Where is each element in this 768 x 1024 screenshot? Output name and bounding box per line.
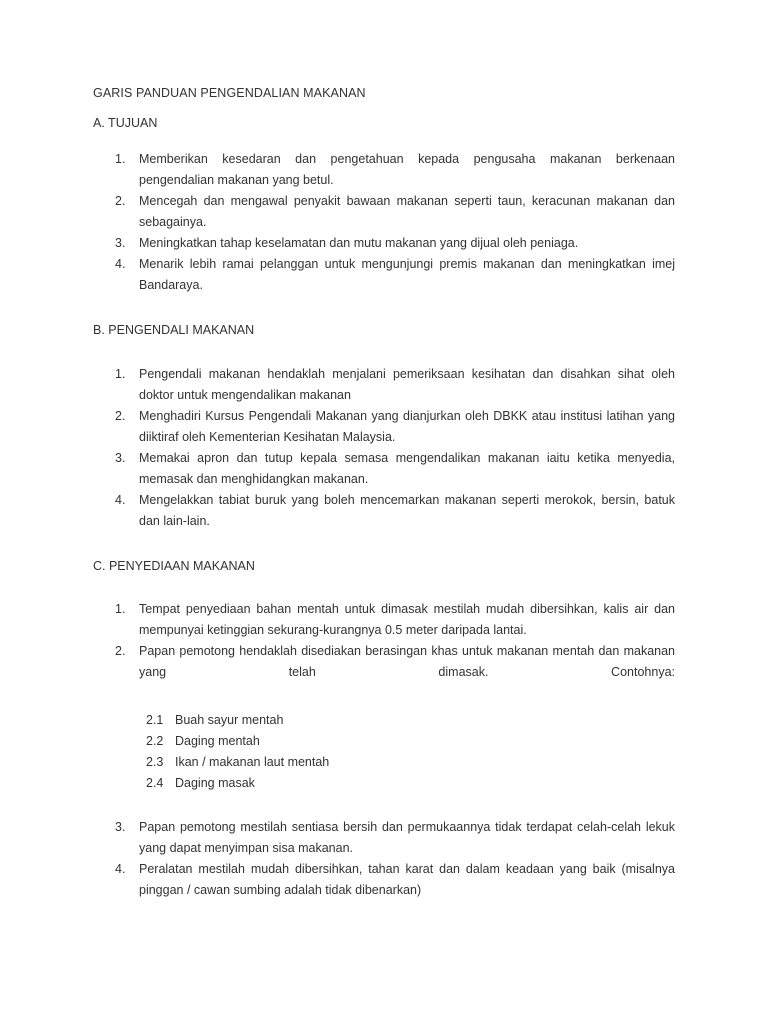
subitem-number: 2.3	[146, 755, 164, 769]
subitem-text: Daging masak	[175, 776, 255, 790]
item-number: 1.	[115, 152, 126, 166]
list-item	[93, 364, 675, 406]
sublist-item	[146, 773, 329, 794]
subitem-number: 2.2	[146, 734, 164, 748]
list-item	[93, 233, 675, 254]
pengendali-list	[93, 364, 675, 532]
section-heading-pengendali-makanan: B. PENGENDALI MAKANAN	[93, 323, 255, 337]
subitem-text: Daging mentah	[175, 734, 260, 748]
item-text: Meningkatkan tahap keselamatan dan mutu makanan yang dijual oleh peniaga.	[139, 236, 579, 250]
item-text: Tempat penyediaan bahan mentah untuk dimasak mestilah mudah dibersihkan, kalis air dan mempunyai ketinggian sekurang-kurangnya 0.5 meter daripada lantai.	[139, 602, 675, 637]
item-number: 2.	[115, 644, 126, 658]
penyediaan-list	[93, 599, 675, 683]
subitem-number: 2.4	[146, 776, 164, 790]
item-text: Menghadiri Kursus Pengendali Makanan yang dianjurkan oleh DBKK atau institusi latihan yang diiktiraf oleh Kementerian Kesihatan Malaysia.	[139, 409, 675, 444]
item-text: Peralatan mestilah mudah dibersihkan, tahan karat dan dalam keadaan yang baik (misalnya pinggan / cawan sumbing adalah tidak dibenarkan)	[139, 862, 675, 897]
item-text: Mencegah dan mengawal penyakit bawaan makanan seperti taun, keracunan makanan dan sebagainya.	[139, 194, 675, 229]
item-number: 4.	[115, 493, 126, 507]
item-number: 2.	[115, 409, 126, 423]
section-heading-tujuan: A. TUJUAN	[93, 116, 158, 130]
item-number: 1.	[115, 367, 126, 381]
item-number: 1.	[115, 602, 126, 616]
contoh-sublist	[146, 710, 329, 794]
item-number: 3.	[115, 820, 126, 834]
list-item	[93, 448, 675, 490]
list-item	[93, 859, 675, 901]
list-item	[93, 817, 675, 859]
list-item	[93, 191, 675, 233]
tujuan-list	[93, 149, 675, 296]
list-item	[93, 490, 675, 532]
subitem-text: Buah sayur mentah	[175, 713, 284, 727]
item-text: Papan pemotong mestilah sentiasa bersih dan permukaannya tidak terdapat celah-celah lekuk yang dapat menyimpan sisa makanan.	[139, 820, 675, 855]
item-number: 4.	[115, 257, 126, 271]
item-text: Papan pemotong hendaklah disediakan berasingan khas untuk makanan mentah dan makanan yang telah dimasak. Contohnya:	[139, 644, 675, 679]
item-number: 3.	[115, 236, 126, 250]
list-item	[93, 406, 675, 448]
section-heading-penyediaan-makanan: C. PENYEDIAAN MAKANAN	[93, 559, 255, 573]
subitem-number: 2.1	[146, 713, 164, 727]
item-number: 4.	[115, 862, 126, 876]
item-text: Memberikan kesedaran dan pengetahuan kepada pengusaha makanan berkenaan pengendalian makanan yang betul.	[139, 152, 675, 187]
item-text: Menarik lebih ramai pelanggan untuk mengunjungi premis makanan dan meningkatkan imej Bandaraya.	[139, 257, 675, 292]
item-number: 2.	[115, 194, 126, 208]
sublist-item	[146, 731, 329, 752]
list-item	[93, 149, 675, 191]
item-text: Mengelakkan tabiat buruk yang boleh mencemarkan makanan seperti merokok, bersin, batuk dan lain-lain.	[139, 493, 675, 528]
list-item	[93, 599, 675, 641]
sublist-item	[146, 752, 329, 773]
item-number: 3.	[115, 451, 126, 465]
subitem-text: Ikan / makanan laut mentah	[175, 755, 330, 769]
penyediaan-list-continued	[93, 817, 675, 901]
list-item	[93, 641, 675, 683]
list-item	[93, 254, 675, 296]
item-text: Memakai apron dan tutup kepala semasa mengendalikan makanan iaitu ketika menyedia, memasak dan menghidangkan makanan.	[139, 451, 675, 486]
document-title: GARIS PANDUAN PENGENDALIAN MAKANAN	[93, 86, 366, 100]
item-text: Pengendali makanan hendaklah menjalani pemeriksaan kesihatan dan disahkan sihat oleh doktor untuk mengendalikan makanan	[139, 367, 675, 402]
sublist-item	[146, 710, 329, 731]
